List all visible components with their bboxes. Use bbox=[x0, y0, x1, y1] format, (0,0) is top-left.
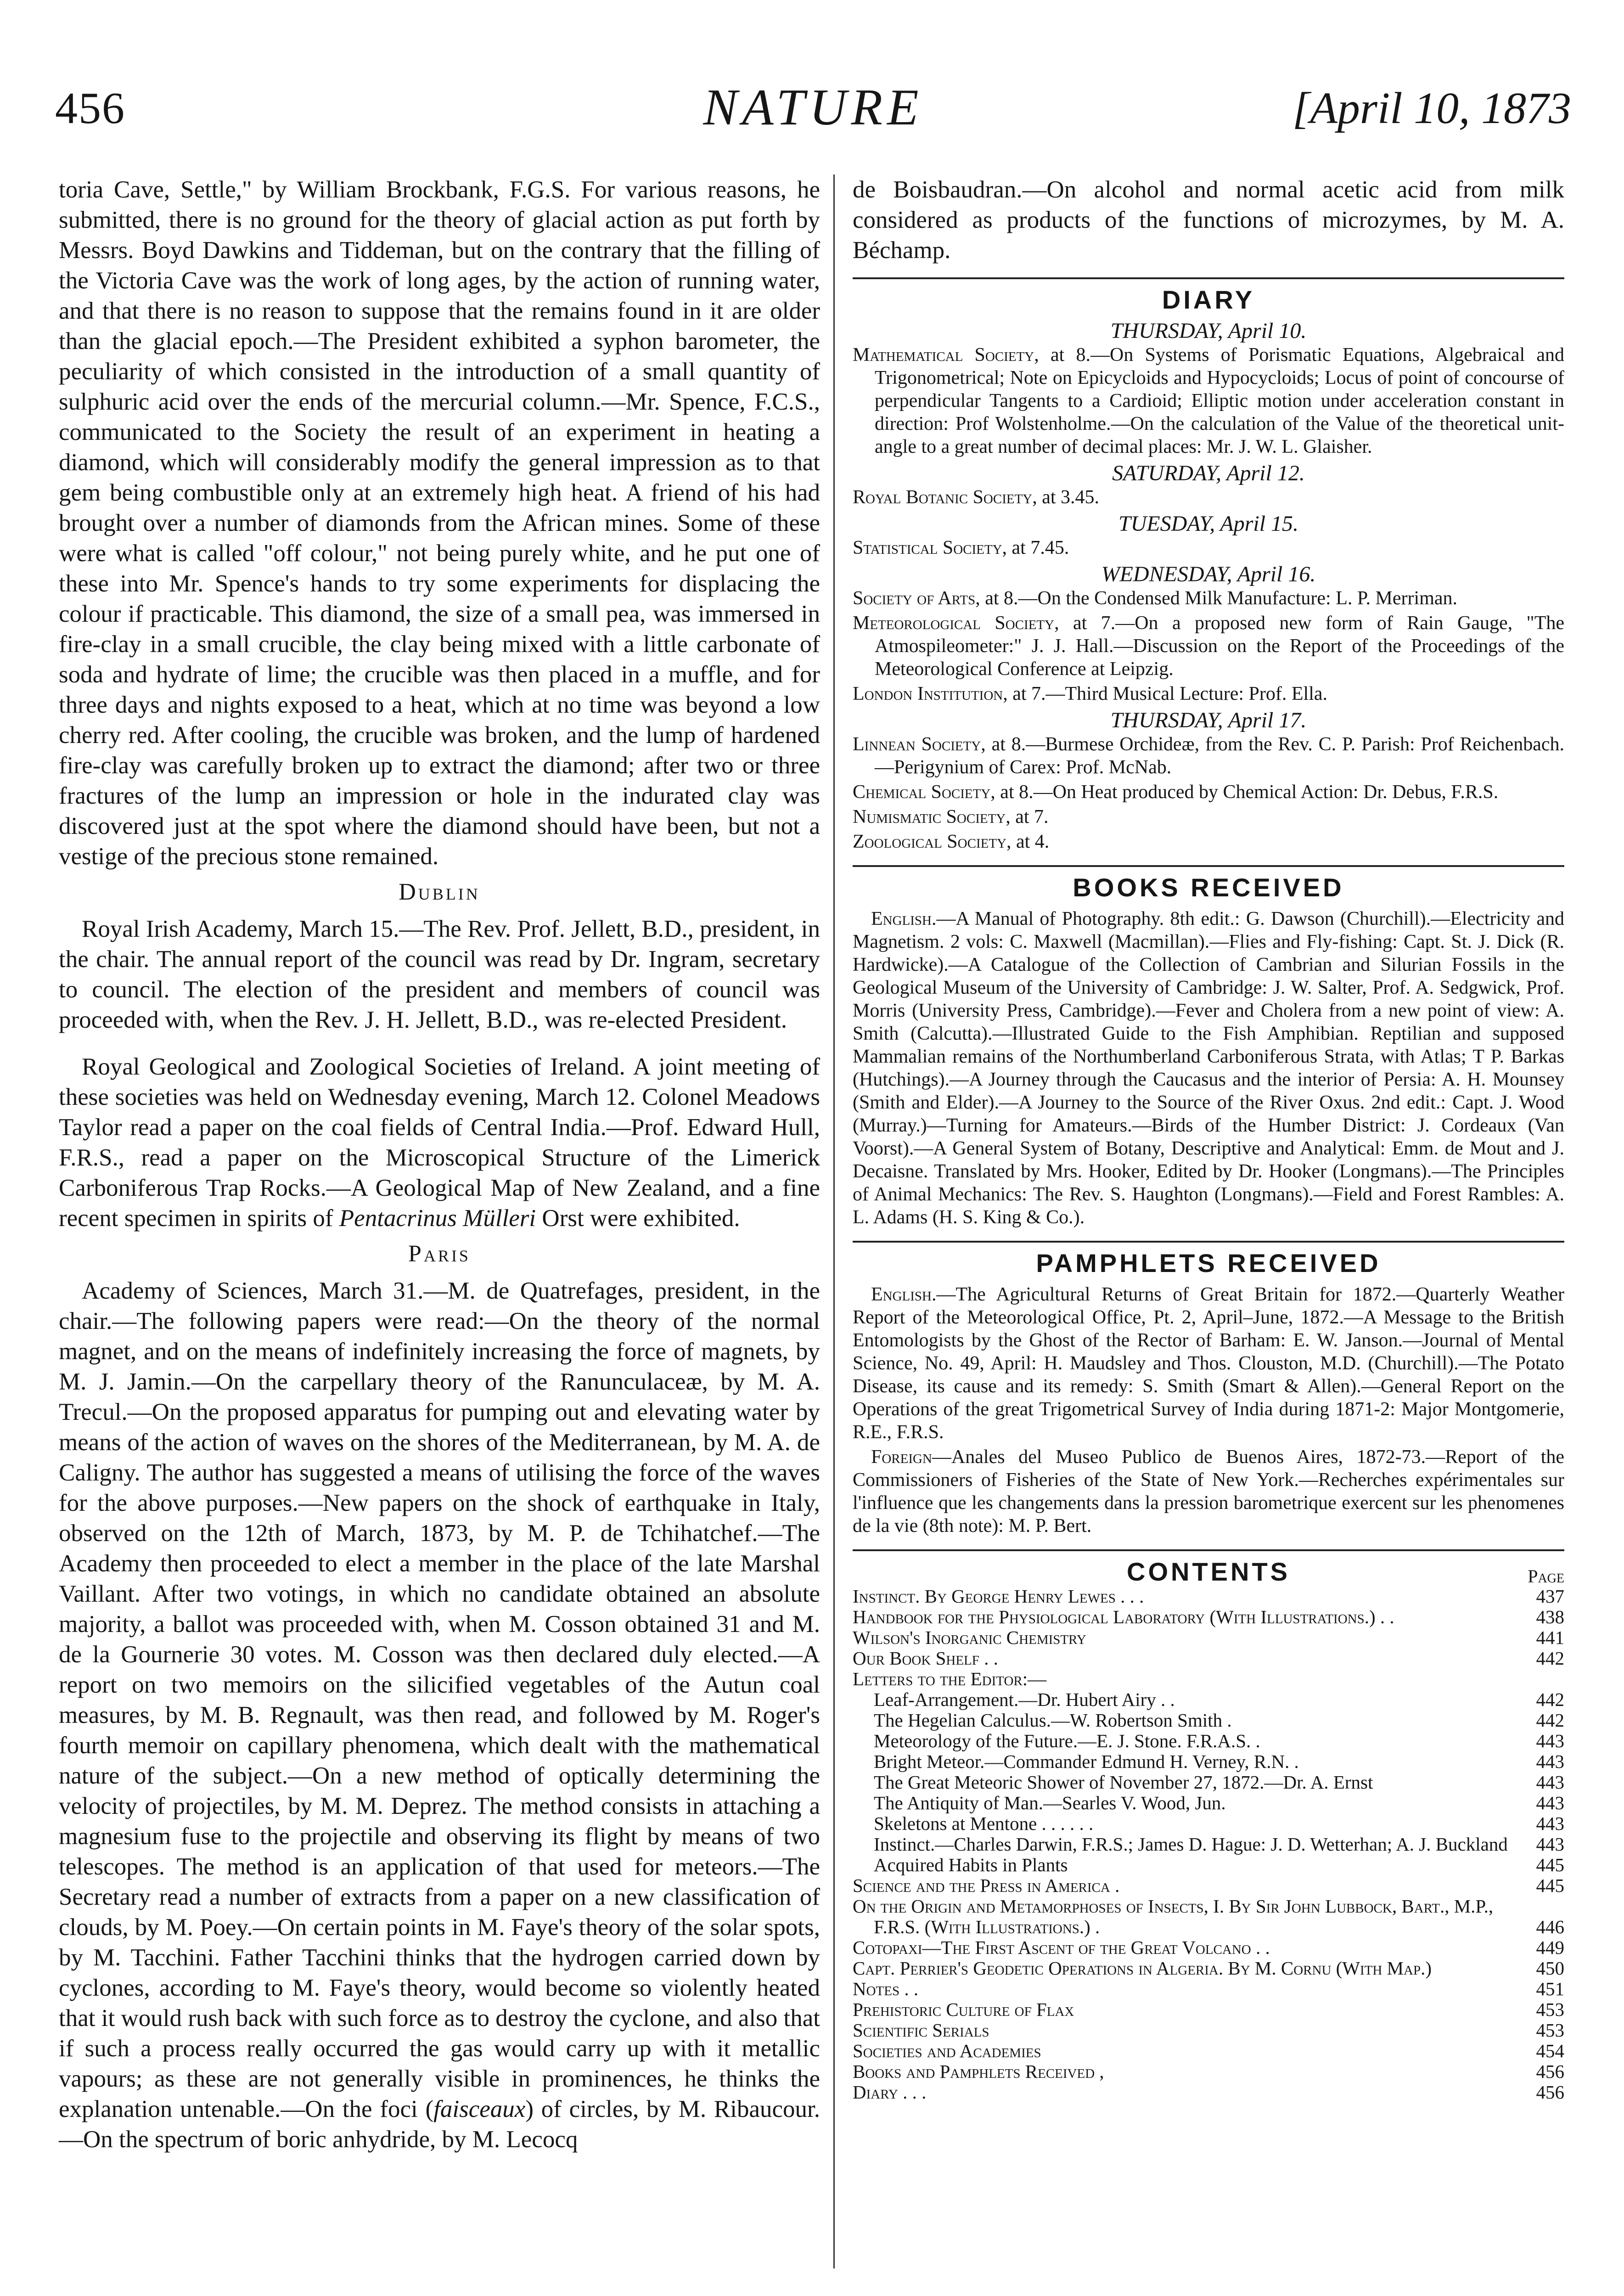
contents-page-number: 438 bbox=[1536, 1606, 1564, 1627]
section-rule bbox=[853, 1241, 1564, 1243]
books-received-heading: BOOKS RECEIVED bbox=[1073, 873, 1344, 902]
diary-entry-society: London Institution, bbox=[853, 683, 1008, 704]
contents-heading: CONTENTS bbox=[1127, 1557, 1290, 1586]
contents-row bbox=[853, 2061, 1564, 2082]
contents-row bbox=[853, 1772, 1564, 1793]
contents-title: The Great Meteoric Shower of November 27, 1872.—Dr. A. Ernst bbox=[874, 1772, 1373, 1793]
diary-entry-society: Mathematical Society, bbox=[853, 344, 1039, 366]
contents-row bbox=[853, 1979, 1564, 1999]
contents-row bbox=[853, 1875, 1564, 1896]
contents-row bbox=[853, 2041, 1564, 2061]
diary-entry bbox=[853, 612, 1564, 681]
diary-entry-society: Numismatic Society, bbox=[853, 806, 1011, 827]
diary-day-heading: THURSDAY, April 17. bbox=[1110, 708, 1307, 732]
contents-title: Societies and Academies bbox=[853, 2040, 1041, 2061]
diary-entry-text: at 8.—On Heat produced by Chemical Action: Dr. Debus, F.R.S. bbox=[995, 782, 1499, 803]
contents-page-number: 456 bbox=[1536, 2061, 1564, 2082]
diary-entry-text: at 8.—On the Condensed Milk Manufacture: L. P. Merriman. bbox=[980, 588, 1457, 609]
contents-page-number: 443 bbox=[1536, 1813, 1564, 1834]
contents-page-number: 445 bbox=[1536, 1854, 1564, 1875]
diary-day-heading: THURSDAY, April 10. bbox=[1110, 319, 1307, 343]
contents-page-number: 443 bbox=[1536, 1792, 1564, 1813]
left-column bbox=[59, 174, 820, 2155]
contents-row bbox=[853, 1731, 1564, 1751]
paragraph-victoria-cave: toria Cave, Settle," by William Brockbank, F.G.S. For various reasons, he submitted, there is no ground for the theory of glacial action as put forth by Messrs. Boyd Dawkins and Tiddeman, but on the contrary that the filling of the Victoria Cave was the work of long ages, by the action of running water, and that there is no reason to suppose that the remains found in it are older than the glacial epoch.—The President exhibited a syphon barometer, the peculiarity of which consisted in the introduction of a small quantity of sulphuric acid over the ends of the mercurial column.—Mr. Spence, F.C.S., communicated to the Society the result of an experiment in heating a diamond, which will considerably modify the general impression as to that gem being combustible only at an extremely high heat. A friend of his had brought over a number of diamonds from the African mines. Some of these were what is called "off colour," not being purely white, and he put one of these into Mr. Spence's hands to try some experiments for displacing the colour if practicable. This diamond, the size of a small pea, was immersed in fire-clay in a small crucible, the clay being mixed with a little carbonate of soda and hydrate of lime; the crucible was then placed in a muffle, and for three days and nights exposed to a heat, which at no time was beyond a low cherry red. After cooling, the crucible was broken, and the lump of hardened fire-clay was carefully broken up to extract the diamond; after two or three fractures of the lump an impression or hole in the indurated clay was discovered just at the spot where the diamond should have been, but not a vestige of the precious stone remained. bbox=[59, 176, 820, 870]
contents-title: Letters to the Editor:— bbox=[853, 1668, 1047, 1689]
diary-entry-society: Chemical Society, bbox=[853, 782, 995, 803]
diary-entry bbox=[853, 536, 1564, 559]
contents-row bbox=[853, 1896, 1564, 1937]
contents-title: Wilson's Inorganic Chemistry bbox=[853, 1627, 1086, 1648]
diary-entry-society: Zoological Society, bbox=[853, 831, 1011, 852]
contents-title: Skeletons at Mentone . . . . . . bbox=[874, 1813, 1094, 1834]
contents-page-number: 443 bbox=[1536, 1751, 1564, 1772]
contents-title: Bright Meteor.—Commander Edmund H. Verney, R.N. . bbox=[874, 1751, 1299, 1772]
diary-entry-society: Society of Arts, bbox=[853, 588, 980, 609]
contents-page-number: 453 bbox=[1536, 2020, 1564, 2041]
pamphlets-english bbox=[853, 1283, 1564, 1444]
books-received-list bbox=[853, 907, 1564, 1229]
contents-title: Leaf-Arrangement.—Dr. Hubert Airy . . bbox=[874, 1689, 1175, 1710]
contents-page-number: 445 bbox=[1536, 1875, 1564, 1896]
paragraph-geological-societies-ireland bbox=[59, 1052, 820, 1233]
contents-title: Notes . . bbox=[853, 1978, 919, 1999]
section-rule bbox=[853, 865, 1564, 867]
contents-title: Our Book Shelf . . bbox=[853, 1648, 998, 1669]
contents-title: Meteorology of the Future.—E. J. Stone. F.R.A.S. . bbox=[874, 1730, 1260, 1751]
diary-entry-text: at 8.—Burmese Orchideæ, from the Rev. C. P. Parish: Prof Reichenbach.—Perigynium of Carex: Prof. McNab. bbox=[875, 734, 1564, 778]
diary-entry-text: at 8.—On Systems of Porismatic Equations, Algebraical and Trigonometrical; Note on Epicycloids and Hypocycloids; Locus of point of concourse of perpendicular Tangents to a Cardioid; Elliptic motion under acceleration constant in direction: Prof Wolstenholme.—On the calculation of the Value of the theoretical unit-angle to a great number of decimal places: Mr. J. W. L. Glaisher. bbox=[875, 344, 1564, 457]
contents-page-number: 442 bbox=[1536, 1710, 1564, 1731]
contents-page-number: 437 bbox=[1536, 1586, 1564, 1607]
diary-entry-text: at 7.—Third Musical Lecture: Prof. Ella. bbox=[1007, 683, 1328, 704]
contents-row bbox=[853, 1751, 1564, 1772]
contents-title: Handbook for the Physiological Laboratory (With Illustrations.) . . bbox=[853, 1606, 1394, 1627]
contents-title: Capt. Perrier's Geodetic Operations in Algeria. By M. Cornu (With Map.) bbox=[853, 1958, 1432, 1979]
diary-entry-society: Royal Botanic Society, bbox=[853, 487, 1037, 508]
contents-title: Instinct.—Charles Darwin, F.R.S.; James D. Hague: J. D. Wetterhan; A. J. Buckland bbox=[874, 1834, 1508, 1855]
contents-row bbox=[853, 1669, 1564, 1689]
contents-row bbox=[853, 1793, 1564, 1813]
contents-page-number: 453 bbox=[1536, 1999, 1564, 2020]
paragraph-royal-irish-academy: Royal Irish Academy, March 15.—The Rev. Prof. Jellett, B.D., president, in the chair. The annual report of the council was read by Dr. Ingram, secretary to council. The election of the president and members of council was proceeded with, when the Rev. J. H. Jellett, B.D., was re-elected President. bbox=[59, 916, 820, 1033]
paragraph-continuation: de Boisbaudran.—On alcohol and normal acetic acid from milk considered as products of the functions of microzymes, by M. A. Béchamp. bbox=[853, 176, 1564, 264]
diary-heading: DIARY bbox=[1162, 285, 1255, 314]
contents-row bbox=[853, 2082, 1564, 2103]
contents-page-number: 443 bbox=[1536, 1834, 1564, 1855]
diary-entry-text: at 7.—On a proposed new form of Rain Gauge, "The Atmospileometer:" J. J. Hall.—Discussion on the Report of the Proceedings of the Meteorological Conference at Leipzig. bbox=[875, 613, 1564, 680]
contents-row bbox=[853, 1958, 1564, 1979]
contents-page-number: 446 bbox=[1536, 1916, 1564, 1937]
books-text: —A Manual of Photography. 8th edit.: G. Dawson (Churchill).—Electricity and Magnetism. 2 vols: C. Maxwell (Macmillan).—Flies and Fly-fishing: Capt. St. J. Dick (R. Hardwicke).—A Catalogue of the Collection of Cambrian and Silurian Fossils in the Geological Museum of the University of Cambridge: J. W. Salter, Prof. A. Sedgwick, Prof. Morris (University Press, Cambridge).—Fever and Cholera from a new point of view: A. Smith (Calcutta).—Illustrated Guide to the Fish Amphibian. Reptilian and supposed Mammalian remains of the Northumberland Carboniferous Strata, with Atlas; T P. Barkas (Hutchings).—A Journey through the Caucasus and the interior of Persia: A. H. Mounsey (Smith and Elder).—A Journey to the Source of the River Oxus. 2nd edit.: Capt. J. Wood (Murray.)—Turning for Amateurs.—Birds of the Humber District: J. Cordeaux (Van Voorst).—A General System of Botany, Descriptive and Analytical: Emm. de Mout and J. Decaisne. Translated by Mrs. Hooker, Edited by Dr. Hooker (Longmans).—The Principles of Animal Mechanics: The Rev. S. Haughton (Longmans).—Field and Forest Rambles: A. L. Adams (H. S. King & Co.). bbox=[853, 908, 1564, 1228]
contents-page-number: 442 bbox=[1536, 1689, 1564, 1710]
page-header bbox=[55, 78, 1571, 156]
contents-row bbox=[853, 1710, 1564, 1731]
contents-title: Cotopaxi—The First Ascent of the Great Volcano . . bbox=[853, 1937, 1270, 1958]
pamphlets-foreign bbox=[853, 1446, 1564, 1537]
pamphlets-text: —Anales del Museo Publico de Buenos Aires, 1872-73.—Report of the Commissioners of Fisheries of the State of New York.—Recherches expérimentales sur l'influence que les changements dans la pression barometrique exercent sur les phenomenes de la vie (8th note): M. P. Bert. bbox=[853, 1446, 1564, 1536]
contents-row bbox=[853, 1648, 1564, 1669]
contents-title: The Antiquity of Man.—Searles V. Wood, Jun. bbox=[874, 1792, 1226, 1813]
contents-row bbox=[853, 1627, 1564, 1648]
contents-row bbox=[853, 2020, 1564, 2041]
contents-page-number: 441 bbox=[1536, 1627, 1564, 1648]
diary-entry-society: Meteorological Society, bbox=[853, 613, 1059, 634]
contents-title: Books and Pamphlets Received , bbox=[853, 2061, 1104, 2082]
diary-entry bbox=[853, 733, 1564, 779]
pamphlets-text: —The Agricultural Returns of Great Britain for 1872.—Quarterly Weather Report of the Meteorological Office, Pt. 2, April–June, 1872.—A Message to the British Entomologists by the Ghost of the Rector of Barham: E. W. Janson.—Journal of Mental Science, No. 49, April: H. Maudsley and Thos. Clouston, M.D. (Churchill).—The Potato Disease, its cause and its remedy: S. Smith (Smart & Allen).—General Report on the Operations of the great Trigometrical Survey of India during 1871-2: Major Montgomerie, R.E., F.R.S. bbox=[853, 1284, 1564, 1443]
contents-page-number: 443 bbox=[1536, 1772, 1564, 1793]
text-run: Royal Geological and Zoological Societies of Ireland. A joint meeting of these societies was held on Wednesday evening, March 12. Colonel Meadows Taylor read a paper on the coal fields of Central India.—Prof. Edward Hull, F.R.S., read a paper on the Microscopical Structure of the Limerick Carboniferous Trap Rocks.—A Geological Map of New Zealand, and a fine recent specimen in spirits of bbox=[59, 1053, 820, 1232]
contents-title: Diary . . . bbox=[853, 2082, 927, 2103]
contents-page-number: 449 bbox=[1536, 1937, 1564, 1958]
right-column bbox=[853, 174, 1564, 2103]
contents-page-number: 442 bbox=[1536, 1648, 1564, 1669]
issue-date: [April 10, 1873 bbox=[1292, 84, 1571, 133]
pamphlets-lead: English. bbox=[871, 1284, 937, 1305]
contents-row bbox=[853, 1689, 1564, 1710]
contents-page-label: Page bbox=[1528, 1566, 1564, 1587]
contents-row bbox=[853, 1813, 1564, 1834]
column-divider bbox=[833, 174, 835, 2268]
diary-day-heading: WEDNESDAY, April 16. bbox=[1101, 562, 1316, 586]
diary-entry bbox=[853, 486, 1564, 509]
diary-entry bbox=[853, 343, 1564, 458]
contents-title: Acquired Habits in Plants bbox=[874, 1854, 1068, 1875]
contents-title: Instinct. By George Henry Lewes . . . bbox=[853, 1586, 1144, 1607]
books-lead: English. bbox=[871, 908, 937, 929]
contents-title: Science and the Press in America . bbox=[853, 1875, 1120, 1896]
section-heading-paris: Paris bbox=[408, 1241, 471, 1267]
contents-row bbox=[853, 1834, 1564, 1855]
pamphlets-lead: Foreign bbox=[871, 1446, 932, 1468]
diary-entry-society: Statistical Society, bbox=[853, 537, 1007, 558]
contents-row bbox=[853, 1607, 1564, 1627]
contents-page-number: 443 bbox=[1536, 1730, 1564, 1751]
contents-row bbox=[853, 1586, 1564, 1607]
contents-row bbox=[853, 1937, 1564, 1958]
diary-entry bbox=[853, 830, 1564, 853]
paragraph-academy-of-sciences bbox=[59, 1276, 820, 2155]
contents-title: Scientific Serials bbox=[853, 2020, 989, 2041]
diary-entry-text: at 3.45. bbox=[1037, 487, 1100, 508]
journal-title: NATURE bbox=[703, 79, 923, 136]
italic-run: faisceaux bbox=[433, 2096, 526, 2122]
contents-title: The Hegelian Calculus.—W. Robertson Smith . bbox=[874, 1710, 1232, 1731]
diary-day-heading: TUESDAY, April 15. bbox=[1118, 512, 1299, 536]
page-number: 456 bbox=[55, 84, 125, 133]
contents-page-number: 450 bbox=[1536, 1958, 1564, 1979]
contents-row bbox=[853, 1855, 1564, 1875]
pamphlets-received-heading: PAMPHLETS RECEIVED bbox=[1036, 1249, 1381, 1277]
section-rule bbox=[853, 277, 1564, 279]
contents-row bbox=[853, 1999, 1564, 2020]
diary-entry bbox=[853, 587, 1564, 610]
text-run: Orst were exhibited. bbox=[536, 1205, 740, 1232]
contents-title: Prehistoric Culture of Flax bbox=[853, 1999, 1074, 2020]
diary-entry-society: Linnean Society, bbox=[853, 734, 986, 755]
text-run: Academy of Sciences, March 31.—M. de Quatrefages, president, in the chair.—The following papers were read:—On the theory of the normal magnet, and on the means of indefinitely increasing the force of magnets, by M. J. Jamin.—On the carpellary theory of the Ranunculaceæ, by M. A. Trecul.—On the proposed apparatus for pumping out and elevating water by means of the action of waves on the shores of the Mediterranean, by M. A. de Caligny. The author has suggested a means of utilising the force of the waves for the above purposes.—New papers on the shock of earthquake in Italy, observed on the 12th of March, 1873, by M. P. de Tchihatchef.—The Academy then proceeded to elect a member in the place of the late Marshal Vaillant. After two votings, in which no candidate obtained an absolute majority, a ballot was proceeded with, when M. Cosson obtained 31 and M. de la Gournerie 30 votes. M. Cosson was then declared duly elected.—A report on two memoirs on the silicified vegetables of the Autun coal measures, by M. B. Regnault, was then read, and followed by M. Roger's fourth memoir on capillary phenomena, which dealt with the mathematical nature of the subject.—On a new method of optically determining the velocity of projectiles, by M. M. Deprez. The method consists in attaching a magnesium fuse to the projectile and observing its flight by means of two telescopes. The method is an application of that used for meteors.—The Secretary read a number of extracts from a paper on a new classification of clouds, by M. Poey.—On certain points in M. Faye's theory of the solar spots, by M. Tacchini. Father Tacchini thinks that the hydrogen carried down by cyclones, according to M. Faye's theory, would become so violently heated that it would rush back with such force as to destroy the cyclone, and also that if such a process really occurred the gas would carry up with it metallic vapours; as these are not generally visible in prominences, he thinks the explanation untenable.—On the foci ( bbox=[59, 1277, 820, 2122]
contents-page-number: 456 bbox=[1536, 2082, 1564, 2103]
diary-entry bbox=[853, 781, 1564, 804]
contents-page-number: 454 bbox=[1536, 2040, 1564, 2061]
diary-entry-text: at 7. bbox=[1010, 806, 1049, 827]
diary-entry-text: at 4. bbox=[1011, 831, 1050, 852]
contents-header bbox=[853, 1557, 1564, 1586]
italic-run: Pentacrinus Mülleri bbox=[339, 1205, 536, 1232]
text-run: ) of circles, by M. Ribaucour.—On the spectrum of boric anhydride, by M. Lecocq bbox=[59, 2096, 820, 2153]
diary-entry bbox=[853, 805, 1564, 828]
section-rule bbox=[853, 1549, 1564, 1551]
diary-entry bbox=[853, 682, 1564, 705]
contents-list bbox=[853, 1586, 1564, 2103]
contents-title: On the Origin and Metamorphoses of Insects, I. By Sir John Lubbock, Bart., M.P., F.R.S. (With Illustrations.) . bbox=[853, 1896, 1494, 1937]
diary-day-heading: SATURDAY, April 12. bbox=[1112, 461, 1305, 485]
diary-body bbox=[853, 320, 1564, 853]
diary-entry-text: at 7.45. bbox=[1007, 537, 1069, 558]
contents-page-number: 451 bbox=[1536, 1978, 1564, 1999]
section-heading-dublin: Dublin bbox=[399, 879, 480, 905]
